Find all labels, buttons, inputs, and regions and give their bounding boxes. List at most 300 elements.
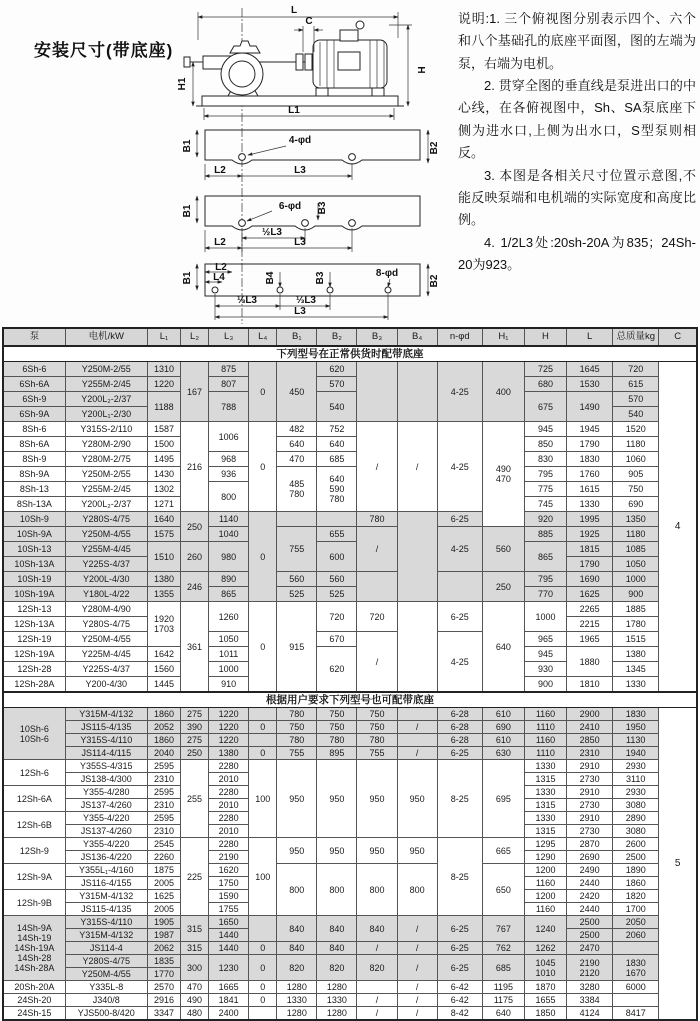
table-cell: 920	[524, 512, 566, 527]
dim-label-B1: B1	[182, 271, 193, 285]
table-cell: 1188	[147, 392, 180, 422]
table-cell: 1011	[209, 647, 249, 662]
table-cell: 695	[482, 760, 524, 838]
table-cell: 750	[317, 708, 357, 721]
table-cell: 12Sh-13A	[3, 617, 65, 632]
table-cell: 875	[209, 362, 249, 377]
table-cell: 10Sh-9	[3, 512, 65, 527]
table-cell: 1870	[524, 981, 566, 994]
table-cell: 1810	[567, 677, 613, 693]
table-cell: 2900	[567, 708, 613, 721]
table-cell: 1430	[147, 467, 180, 482]
table-cell: 788	[209, 392, 249, 422]
table-cell: 1940	[613, 747, 659, 760]
table-cell: 675	[524, 392, 566, 422]
table-cell	[249, 1007, 277, 1021]
table-cell: 780	[357, 512, 397, 527]
table-cell: 2470	[567, 942, 613, 955]
dim-label-B1: B1	[182, 139, 193, 153]
table-cell: 1520	[613, 422, 659, 437]
table-cell: 2910	[567, 812, 613, 825]
dim-label-L3: L3	[294, 165, 306, 176]
table-cell: 6Sh-9A	[3, 407, 65, 422]
table-cell: 820	[357, 955, 397, 981]
table-cell: 2310	[147, 773, 180, 786]
table-cell: 745	[524, 497, 566, 512]
table-cell: 10Sh-6 10Sh-6	[3, 708, 65, 760]
holes4-label: 4-φd	[288, 135, 312, 146]
table-cell: 1315	[524, 799, 566, 812]
table-cell: 1665	[209, 981, 249, 994]
table-cell: 755	[357, 747, 397, 760]
table-cell: 540	[317, 392, 357, 422]
column-header: B₁	[277, 328, 317, 346]
table-cell: 620	[317, 647, 357, 693]
table-row	[3, 721, 697, 734]
column-header: L₄	[249, 328, 277, 346]
table-cell: 400	[482, 362, 524, 422]
table-cell: JS137-4/260	[65, 825, 147, 838]
table-cell: 720	[317, 602, 357, 632]
table-cell: /	[397, 721, 437, 734]
table-cell: 610	[482, 708, 524, 721]
table-cell: 2870	[567, 838, 613, 851]
table-cell: Y250M-2/55	[65, 362, 147, 377]
table-cell: 8Sh-9	[3, 452, 65, 467]
table-cell: /	[397, 1007, 437, 1021]
table-cell: 2595	[147, 760, 180, 773]
table-cell: 1905	[147, 916, 180, 929]
table-cell	[317, 512, 357, 527]
table-cell: Y180L-4/22	[65, 587, 147, 602]
table-cell: 750	[357, 721, 397, 734]
table-cell: 1110	[524, 747, 566, 760]
table-cell: Y225S-4/37	[65, 662, 147, 677]
table-cell: 1262	[524, 942, 566, 955]
table-cell: 1160	[524, 877, 566, 890]
table-cell: 8Sh-13	[3, 482, 65, 497]
table-cell: 8-25	[437, 760, 482, 838]
table-cell	[249, 916, 277, 942]
table-cell: 640 590 780	[317, 467, 357, 512]
table-cell: 2500	[567, 916, 613, 929]
table-cell: 1330	[613, 677, 659, 693]
table-cell: 100	[249, 760, 277, 838]
table-cell: 1875	[147, 864, 180, 877]
table-cell: 950	[397, 838, 437, 864]
table-cell: 840	[277, 916, 317, 942]
table-cell: 6-25	[437, 602, 482, 632]
table-row	[3, 747, 697, 760]
table-cell: 6-25	[437, 942, 482, 955]
column-header: 泵	[3, 328, 65, 346]
table-cell: 1230	[209, 955, 249, 981]
table-cell: 12Sh-9B	[3, 890, 65, 916]
table-cell: 3080	[613, 825, 659, 838]
table-cell: 24Sh-20	[3, 994, 65, 1007]
table-cell: 800	[357, 864, 397, 916]
table-cell	[397, 734, 437, 747]
table-cell: 1330	[524, 786, 566, 799]
column-header: C	[659, 328, 697, 346]
table-cell: 610	[482, 734, 524, 747]
dim-label-third-L3: ⅓L3	[295, 295, 317, 306]
table-cell: 1380	[147, 572, 180, 587]
table-cell: 665	[482, 838, 524, 864]
table-cell: 795	[524, 467, 566, 482]
table-cell: 1180	[613, 527, 659, 542]
table-cell: 1830	[567, 452, 613, 467]
table-cell: 850	[524, 437, 566, 452]
table-cell: 950	[317, 760, 357, 838]
table-cell: 470	[277, 452, 317, 467]
table-cell: 0	[249, 994, 277, 1007]
table-cell: 12Sh-19A	[3, 647, 65, 662]
table-cell: 720	[613, 362, 659, 377]
table-cell: 750	[317, 721, 357, 734]
table-cell: 490 470	[482, 422, 524, 527]
dim-label-L: L	[290, 5, 298, 16]
column-header: L₃	[209, 328, 249, 346]
table-cell: 2310	[147, 799, 180, 812]
table-cell: 1587	[147, 422, 180, 437]
table-cell: 1890	[613, 864, 659, 877]
table-cell: 12Sh-28	[3, 662, 65, 677]
table-cell: 1575	[147, 527, 180, 542]
table-cell: 780	[317, 734, 357, 747]
table-cell: 0	[249, 955, 277, 981]
table-cell: 685	[482, 955, 524, 981]
table-cell: Y200-4/30	[65, 677, 147, 693]
table-row	[3, 708, 697, 721]
table-cell: /	[397, 994, 437, 1007]
table-cell: Y200L₂-2/37	[65, 497, 147, 512]
table-cell: 2930	[613, 786, 659, 799]
table-cell: 1000	[209, 662, 249, 677]
table-cell: 640	[482, 1007, 524, 1021]
table-cell: 800	[397, 864, 437, 916]
table-cell: Y315M-4/132	[65, 890, 147, 903]
table-cell: Y315M-4/132	[65, 929, 147, 942]
holes8-label: 8-φd	[375, 268, 399, 279]
table-cell: 725	[524, 362, 566, 377]
table-cell: 1220	[209, 734, 249, 747]
table-cell: Y355-4/280	[65, 786, 147, 799]
table-cell: Y255M-2/45	[65, 377, 147, 392]
table-cell: 1355	[147, 587, 180, 602]
table-cell: 905	[613, 467, 659, 482]
table-cell: 525	[277, 587, 317, 602]
table-cell: 2280	[209, 812, 249, 825]
table-cell: 470	[181, 981, 209, 994]
table-cell: 2010	[209, 773, 249, 786]
table-cell: Y250M-4/55	[65, 527, 147, 542]
plan-view-8-holes	[182, 262, 440, 320]
table-cell: 10Sh-19A	[3, 587, 65, 602]
table-cell: 6Sh-9	[3, 392, 65, 407]
table-cell	[357, 981, 397, 994]
table-cell: 770	[524, 587, 566, 602]
table-cell: 10Sh-13A	[3, 557, 65, 572]
dim-label-B2: B2	[429, 274, 440, 288]
table-cell: 1755	[209, 903, 249, 916]
table-cell: 800	[277, 864, 317, 916]
table-cell: /	[357, 632, 397, 693]
table-cell: 795	[524, 572, 566, 587]
table-cell: 525	[317, 587, 357, 602]
table-cell: 655	[317, 527, 357, 542]
table-cell: 12Sh-9	[3, 838, 65, 864]
table-cell: 250	[181, 512, 209, 542]
table-cell: 1140	[209, 512, 249, 527]
table-row	[3, 362, 697, 377]
table-cell	[613, 994, 659, 1007]
table-cell: /	[357, 942, 397, 955]
table-cell: Y280M-2/90	[65, 437, 147, 452]
table-cell: 1500	[147, 437, 180, 452]
column-header: L	[567, 328, 613, 346]
dim-label-B3: B3	[315, 271, 326, 285]
section-header-row	[3, 692, 697, 708]
dim-label-B1: B1	[182, 204, 193, 218]
table-cell: Y280S-4/75	[65, 955, 147, 968]
table-cell: /	[397, 942, 437, 955]
table-cell: 755	[277, 527, 317, 572]
dim-label-half-L3: ½L3	[261, 227, 283, 238]
table-cell: 1290	[524, 851, 566, 864]
table-cell: 12Sh-28A	[3, 677, 65, 693]
holes6-label: 6-φd	[278, 201, 302, 212]
table-cell: 4-25	[437, 422, 482, 512]
table-cell: YJS500-8/420	[65, 1007, 147, 1021]
table-cell: 1302	[147, 482, 180, 497]
table-cell: 1050	[613, 557, 659, 572]
table-cell: 2280	[209, 760, 249, 773]
table-cell: 2310	[147, 825, 180, 838]
table-cell: 4124	[567, 1007, 613, 1021]
table-cell: 1965	[567, 632, 613, 647]
table-cell: 1271	[147, 497, 180, 512]
table-cell: 3080	[613, 799, 659, 812]
table-cell: 1920 1703	[147, 602, 180, 647]
table-cell: 690	[613, 497, 659, 512]
dim-label-B2: B2	[429, 141, 440, 155]
table-cell: 20Sh-20A	[3, 981, 65, 994]
table-cell: /	[357, 422, 397, 512]
table-cell: 1330	[277, 994, 317, 1007]
table-cell: 1642	[147, 647, 180, 662]
table-cell: 1515	[613, 632, 659, 647]
table-cell: /	[397, 422, 437, 512]
table-row	[3, 916, 697, 929]
table-cell: 1987	[147, 929, 180, 942]
table-cell: 900	[613, 587, 659, 602]
table-cell: JS115-4/135	[65, 903, 147, 916]
section-header-row	[3, 346, 697, 362]
table-cell: 750	[613, 482, 659, 497]
table-cell: 2490	[567, 864, 613, 877]
table-cell: 2190	[209, 851, 249, 864]
table-cell: 780	[277, 708, 317, 721]
table-cell: 1000	[613, 572, 659, 587]
table-cell: 630	[482, 747, 524, 760]
table-cell: 1650	[209, 916, 249, 929]
table-cell: /	[357, 994, 397, 1007]
table-cell: 8-42	[437, 1007, 482, 1021]
table-cell: 8Sh-6A	[3, 437, 65, 452]
column-header: H₁	[482, 328, 524, 346]
table-cell: Y280M-4/90	[65, 602, 147, 617]
table-cell: 800	[317, 864, 357, 916]
table-cell: 2060	[613, 929, 659, 942]
table-cell: 930	[524, 662, 566, 677]
table-cell: 1510	[147, 542, 180, 572]
dim-label-L4: L4	[213, 272, 225, 283]
table-cell: 8Sh-9A	[3, 467, 65, 482]
table-cell: 570	[317, 377, 357, 392]
table-row	[3, 981, 697, 994]
table-cell: 1780	[613, 617, 659, 632]
table-cell: 10Sh-19	[3, 572, 65, 587]
table-cell: 2260	[147, 851, 180, 864]
table-cell: 1841	[209, 994, 249, 1007]
table-cell: 2730	[567, 773, 613, 786]
table-cell	[397, 512, 437, 602]
table-cell: 890	[209, 572, 249, 587]
table-cell: 570	[613, 392, 659, 407]
table-cell: 690	[482, 721, 524, 734]
table-cell: Y255M-4/45	[65, 542, 147, 557]
table-cell: 950	[357, 760, 397, 838]
table-cell: 315	[181, 916, 209, 942]
table-cell: 1925	[567, 527, 613, 542]
table-cell	[357, 572, 397, 602]
table-row	[3, 942, 697, 955]
table-cell: 490	[181, 994, 209, 1007]
table-cell: 1280	[277, 1007, 317, 1021]
table-cell: Y225M-4/45	[65, 647, 147, 662]
dim-label-B4: B4	[265, 271, 276, 285]
table-cell: 1750	[209, 877, 249, 890]
table-cell: 620	[317, 362, 357, 377]
table-cell: JS137-4/260	[65, 799, 147, 812]
table-cell: 1160	[524, 734, 566, 747]
table-cell: 12Sh-19	[3, 632, 65, 647]
table-cell: 560	[482, 527, 524, 572]
table-cell: 1640	[147, 512, 180, 527]
table-cell: 1060	[613, 452, 659, 467]
table-cell: 2890	[613, 812, 659, 825]
table-row	[3, 602, 697, 617]
table-cell: 767	[482, 916, 524, 942]
column-header: B₄	[397, 328, 437, 346]
dim-label-L2: L2	[214, 237, 226, 248]
table-cell: 1490	[567, 392, 613, 422]
table-cell: 6-42	[437, 994, 482, 1007]
table-cell: 6-28	[437, 708, 482, 721]
table-cell: Y355-4/220	[65, 838, 147, 851]
table-cell: 8Sh-6	[3, 422, 65, 437]
table-cell: 480	[181, 1007, 209, 1021]
table-cell: 1790	[567, 437, 613, 452]
table-cell: 840	[277, 942, 317, 955]
table-cell: 12Sh-9A	[3, 864, 65, 890]
table-cell: 482	[277, 422, 317, 437]
table-cell: 4-25	[437, 527, 482, 572]
table-cell: 2595	[147, 812, 180, 825]
table-header	[3, 328, 697, 346]
table-cell: 1280	[317, 981, 357, 994]
table-cell: JS138-4/300	[65, 773, 147, 786]
table-cell	[357, 362, 397, 422]
table-cell: 1885	[613, 602, 659, 617]
table-cell: Y250M-2/55	[65, 467, 147, 482]
table-row	[3, 734, 697, 747]
table-cell: 2850	[567, 734, 613, 747]
table-cell: 1195	[482, 981, 524, 994]
table-cell: 10Sh-9A	[3, 527, 65, 542]
table-cell: 3110	[613, 773, 659, 786]
dim-label-L1: L1	[288, 105, 300, 116]
table-cell: /	[397, 916, 437, 942]
table-cell: 1315	[524, 825, 566, 838]
table-cell: 840	[317, 916, 357, 942]
table-cell: 2265	[567, 602, 613, 617]
table-cell: 1440	[209, 942, 249, 955]
table-cell: 1760	[567, 467, 613, 482]
table-cell: 2280	[209, 786, 249, 799]
table-cell: 2400	[209, 1007, 249, 1021]
table-cell: 167	[181, 362, 209, 422]
table-cell: Y355L₁-4/160	[65, 864, 147, 877]
table-row	[3, 955, 697, 968]
table-cell: 945	[524, 422, 566, 437]
table-cell: 1330	[567, 497, 613, 512]
table-cell: 968	[209, 452, 249, 467]
table-cell: 1040	[209, 527, 249, 542]
table-cell: 1995	[567, 512, 613, 527]
table-row	[3, 838, 697, 851]
table-cell: 1860	[147, 734, 180, 747]
table-cell: 1350	[613, 512, 659, 527]
table-cell: 255	[181, 760, 209, 838]
table-cell: 1615	[567, 482, 613, 497]
table-cell: 1045 1010	[524, 955, 566, 981]
table-cell: 6-25	[437, 747, 482, 760]
table-cell: 540	[613, 407, 659, 422]
table-cell: 6000	[613, 981, 659, 994]
table-cell: 945	[524, 647, 566, 662]
table-row	[3, 864, 697, 877]
dim-label-H1: H1	[177, 77, 188, 91]
table-cell: 615	[613, 377, 659, 392]
table-cell: 0	[249, 422, 277, 512]
table-cell: 1280	[277, 981, 317, 994]
table-cell: 1655	[524, 994, 566, 1007]
table-row	[3, 422, 697, 437]
table-cell: 1200	[524, 864, 566, 877]
table-cell: 1160	[524, 903, 566, 916]
table-cell: Y315M-4/132	[65, 708, 147, 721]
dim-label-B3: B3	[317, 201, 328, 215]
table-cell: 1085	[613, 542, 659, 557]
table-cell: 0	[249, 602, 277, 693]
table-cell: JS136-4/220	[65, 851, 147, 864]
table-cell: 900	[524, 677, 566, 693]
table-cell: 485 780	[277, 467, 317, 512]
table-cell: 1310	[147, 362, 180, 377]
table-cell: 1495	[147, 452, 180, 467]
